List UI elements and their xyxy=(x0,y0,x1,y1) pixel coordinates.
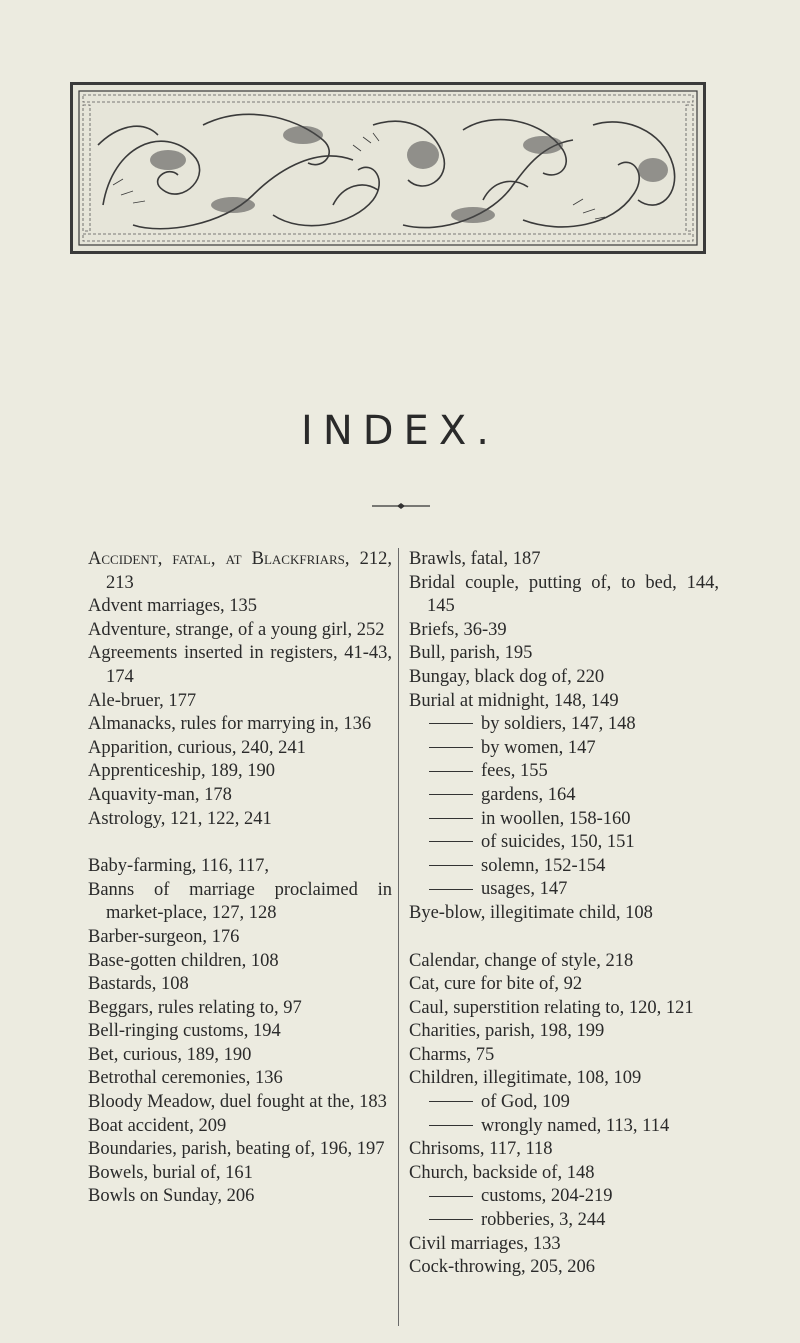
index-entry-text: robberies, 3, 244 xyxy=(481,1210,606,1231)
ditto-dash xyxy=(429,841,473,842)
index-entry xyxy=(409,642,719,666)
index-entry-text: wrongly named, 113, 114 xyxy=(481,1115,670,1136)
index-entry xyxy=(88,760,392,784)
index-entry xyxy=(409,950,719,974)
ditto-dash xyxy=(429,747,473,748)
index-entry xyxy=(88,737,392,761)
index-entry-text: Children, illegitimate, 108, 109 xyxy=(409,1068,642,1089)
index-entry-text: Adventure, strange, of a young girl, 252 xyxy=(88,619,385,640)
index-entry xyxy=(88,997,392,1021)
index-subentry xyxy=(409,713,719,737)
index-subentry xyxy=(409,1091,719,1115)
ditto-dash xyxy=(429,1101,473,1102)
index-entry xyxy=(409,1067,719,1091)
index-subentry xyxy=(409,1115,719,1139)
index-entry-text: Baby-farming, 116, 117, xyxy=(88,856,270,877)
index-entry-text: Aquavity-man, 178 xyxy=(88,784,232,805)
index-entry xyxy=(88,950,392,974)
index-entry-text: Apprenticeship, 189, 190 xyxy=(88,761,276,782)
index-entry-text: Astrology, 121, 122, 241 xyxy=(88,808,272,829)
divider-ornament-icon xyxy=(372,502,430,510)
index-entry-text: Calendar, change of style, 218 xyxy=(409,950,634,971)
index-entry-text: of suicides, 150, 151 xyxy=(481,832,635,853)
index-entry xyxy=(409,902,719,926)
index-entry xyxy=(409,1044,719,1068)
index-entry-text: fees, 155 xyxy=(481,761,548,782)
index-entry xyxy=(88,855,392,879)
index-entry-text: Briefs, 36-39 xyxy=(409,619,507,640)
ditto-dash xyxy=(429,1196,473,1197)
index-subentry xyxy=(409,855,719,879)
index-entry-text: Betrothal ceremonies, 136 xyxy=(88,1068,283,1089)
index-column-left xyxy=(88,548,392,1209)
index-entry-text: customs, 204-219 xyxy=(481,1186,613,1207)
index-entry xyxy=(409,1138,719,1162)
index-entry-text: Cat, cure for bite of, 92 xyxy=(409,974,583,995)
index-entry xyxy=(88,808,392,832)
ditto-dash xyxy=(429,818,473,819)
ditto-dash xyxy=(429,1219,473,1220)
index-entry xyxy=(88,784,392,808)
index-entry xyxy=(88,879,392,926)
index-entry xyxy=(88,926,392,950)
index-entry xyxy=(88,619,392,643)
index-entry xyxy=(88,548,392,595)
index-entry xyxy=(409,572,719,619)
index-entry xyxy=(409,666,719,690)
index-entry-text: Accident, fatal, at Blackfriars, 212, 213 xyxy=(88,549,392,593)
index-entry-text: Beggars, rules relating to, 97 xyxy=(88,997,302,1018)
index-entry-text: Bloody Meadow, duel fought at the, 183 xyxy=(88,1092,387,1113)
index-entry xyxy=(88,1020,392,1044)
index-entry-text: Caul, superstition relating to, 120, 121 xyxy=(409,997,694,1018)
index-entry xyxy=(409,619,719,643)
ornamental-header-banner xyxy=(70,82,706,254)
ditto-dash xyxy=(429,794,473,795)
index-entry-text: Chrisoms, 117, 118 xyxy=(409,1139,553,1160)
index-entry xyxy=(88,1091,392,1115)
index-entry-text: Charms, 75 xyxy=(409,1044,495,1065)
index-entry-text: Bet, curious, 189, 190 xyxy=(88,1044,252,1065)
index-subentry xyxy=(409,1209,719,1233)
index-entry xyxy=(88,690,392,714)
index-entry-text: Almanacks, rules for marrying in, 136 xyxy=(88,714,372,735)
index-entry xyxy=(88,1138,392,1162)
index-entry-text: Bastards, 108 xyxy=(88,974,189,995)
index-entry-text: Bell-ringing customs, 194 xyxy=(88,1021,281,1042)
index-entry-text: Boat accident, 209 xyxy=(88,1115,227,1136)
index-entry-text: Bowls on Sunday, 206 xyxy=(88,1186,255,1207)
ditto-dash xyxy=(429,771,473,772)
index-entry-text: Barber-surgeon, 176 xyxy=(88,926,240,947)
index-entry xyxy=(88,1044,392,1068)
index-entry-text: Banns of marriage proclaimed in market-place, 127, 128 xyxy=(88,879,392,924)
page-title: INDEX. xyxy=(301,408,499,454)
index-entry-text: Church, backside of, 148 xyxy=(409,1162,595,1183)
index-entry-text: by soldiers, 147, 148 xyxy=(481,714,636,735)
index-subentry xyxy=(409,831,719,855)
index-subentry xyxy=(409,878,719,902)
index-entry-text: by women, 147 xyxy=(481,737,596,758)
index-entry xyxy=(88,1162,392,1186)
index-entry xyxy=(409,1162,719,1186)
index-entry-text: in woollen, 158-160 xyxy=(481,808,631,829)
index-entry-text: Bye-blow, illegitimate child, 108 xyxy=(409,902,653,923)
index-entry xyxy=(409,548,719,572)
index-entry-text: Advent marriages, 135 xyxy=(88,596,258,617)
index-entry-text: Brawls, fatal, 187 xyxy=(409,549,541,569)
index-subentry xyxy=(409,784,719,808)
index-entry xyxy=(88,1115,392,1139)
index-entry xyxy=(88,1067,392,1091)
index-entry xyxy=(409,1256,719,1280)
index-entry-text: Boundaries, parish, beating of, 196, 197 xyxy=(88,1139,385,1160)
index-entry xyxy=(88,973,392,997)
index-entry-text: Bungay, black dog of, 220 xyxy=(409,666,605,687)
index-entry xyxy=(409,973,719,997)
index-entry-text: Base-gotten children, 108 xyxy=(88,950,279,971)
index-entry-text: of God, 109 xyxy=(481,1092,570,1113)
index-entry xyxy=(88,595,392,619)
index-subentry xyxy=(409,760,719,784)
index-entry-text: Apparition, curious, 240, 241 xyxy=(88,737,306,758)
index-entry-text: Cock-throwing, 205, 206 xyxy=(409,1257,596,1278)
ditto-dash xyxy=(429,889,473,890)
section-gap xyxy=(409,926,719,950)
ditto-dash xyxy=(429,865,473,866)
index-entry xyxy=(88,642,392,689)
index-entry-text: Ale-bruer, 177 xyxy=(88,690,197,711)
section-gap xyxy=(88,831,392,855)
index-subentry xyxy=(409,737,719,761)
index-entry xyxy=(409,997,719,1021)
ditto-dash xyxy=(429,1125,473,1126)
index-entry xyxy=(88,1185,392,1209)
index-entry xyxy=(409,1020,719,1044)
index-subentry xyxy=(409,1185,719,1209)
index-entry-text: Bowels, burial of, 161 xyxy=(88,1162,253,1183)
index-entry-text: Civil marriages, 133 xyxy=(409,1233,561,1254)
index-column-right xyxy=(398,548,719,1326)
index-entry-text: Burial at midnight, 148, 149 xyxy=(409,690,619,711)
index-entry-text: Charities, parish, 198, 199 xyxy=(409,1021,605,1042)
index-entry xyxy=(409,690,719,714)
index-entry-text: Bridal couple, putting of, to bed, 144, 145 xyxy=(409,572,719,617)
index-subentry xyxy=(409,808,719,832)
index-entry xyxy=(88,713,392,737)
index-entry xyxy=(409,1233,719,1257)
scrollwork-ornament-icon xyxy=(73,85,703,251)
index-entry-text: Agreements inserted in registers, 41-43, 174 xyxy=(88,643,392,687)
ditto-dash xyxy=(429,723,473,724)
index-entry-text: Bull, parish, 195 xyxy=(409,643,533,664)
index-entry-text: usages, 147 xyxy=(481,879,568,900)
index-entry-text: gardens, 164 xyxy=(481,784,576,805)
index-entry-text: solemn, 152-154 xyxy=(481,855,606,876)
